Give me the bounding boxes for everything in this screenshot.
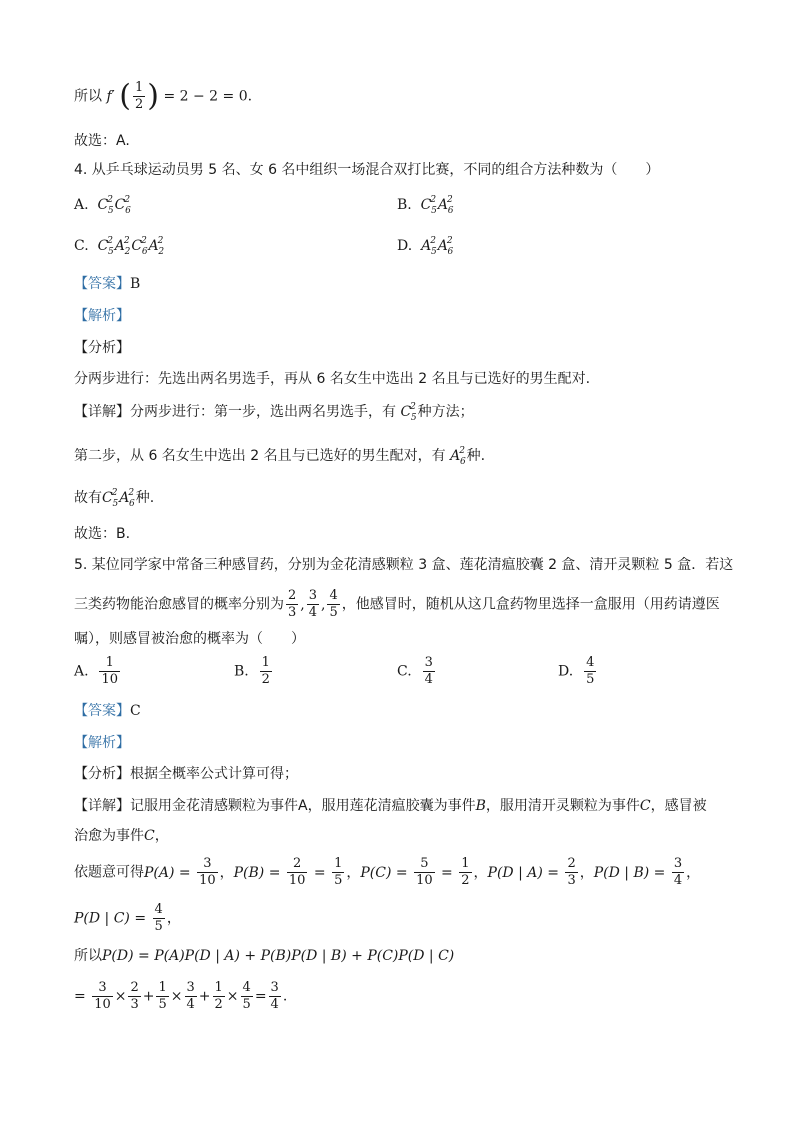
comb-term: $C^2_5$ — [97, 236, 114, 257]
calc-fraction: $\frac{1}{5}$ — [158, 980, 167, 1012]
prev-result-line: 所以 f′ ( $\frac{1}{2}$ ) = 2 − 2 = 0. — [74, 78, 253, 114]
q4-option-d: D. $A^2_5A^2_6$ — [397, 236, 454, 257]
calc-fraction: $\frac{2}{3}$ — [130, 980, 139, 1012]
operator: × — [226, 988, 239, 1005]
given-fraction: $\frac{2}{3}$ — [567, 856, 576, 888]
q4-xiangjie-2: 第二步，从 6 名女生中选出 2 名且与已选好的男生配对，有 $A^2_6$种. — [74, 446, 486, 467]
q5-answer: 【答案】C — [74, 703, 141, 719]
operator: + — [142, 988, 155, 1005]
q4-jiexi: 【解析】 — [74, 308, 130, 324]
q5-option-b: B. $\frac{1}{2}$ — [234, 655, 270, 687]
comb-term: $C^2_5$ — [97, 195, 114, 216]
calc-fraction: $\frac{3}{4}$ — [270, 980, 279, 1012]
operator: + — [198, 988, 211, 1005]
q5-line1: 5. 某位同学家中常备三种感冒药，分别为金花清感颗粒 3 盒、莲花清瘟胶囊 2 盒、清开灵颗粒 5 盒．若这 — [74, 557, 734, 573]
prev-prefix: 所以 — [74, 88, 102, 105]
q5-xiangjie-2: 治愈为事件C， — [74, 828, 169, 844]
probability-fraction: $\frac{4}{5}$ — [329, 588, 338, 620]
comb-term: $C^2_6$ — [131, 236, 148, 257]
q5-option-d: D. $\frac{4}{5}$ — [558, 655, 595, 687]
given-fraction: $\frac{3}{4}$ — [673, 856, 683, 888]
q4-answer: 【答案】B — [74, 276, 141, 292]
q5-given: 依题意可得P(A) = $\frac{3}{10}$ ，P(B) = $\frac{2}{10}$ = $\frac{1}{5}$ ，P(C) = $\frac{5}{10}$ = $\frac{1}{2}$ ，P(D | A) = $\frac{2}{3}$ ，P(D | B) = $\frac{3}{4}$ ， — [74, 856, 701, 888]
calc-fraction: $\frac{1}{2}$ — [214, 980, 223, 1012]
comb-term: $C^2_5$ — [420, 195, 437, 216]
comb-term: $C^2_6$ — [114, 195, 131, 216]
given-fraction: $\frac{1}{5}$ — [334, 856, 343, 888]
calc-fraction: $\frac{3}{10}$ — [94, 980, 111, 1012]
given-fraction: $\frac{1}{2}$ — [461, 856, 470, 888]
prev-rest: = 2 − 2 = 0 — [163, 88, 248, 105]
q4-select: 故选：B. — [74, 526, 131, 542]
comb-term: $A^2_6$ — [437, 195, 454, 216]
q4-fenxi-text: 分两步进行：先选出两名男选手，再从 6 名女生中选出 2 名且与已选好的男生配对. — [74, 371, 591, 387]
q5-given-last: P(D | C) = $\frac{4}{5}$ ， — [74, 902, 181, 934]
given-fraction: $\frac{2}{10}$ — [288, 856, 306, 888]
q5-total: 所以P(D) = P(A)P(D | A) + P(B)P(D | B) + P(C)P(D | C) — [74, 948, 455, 964]
probability-fraction: $\frac{3}{4}$ — [308, 588, 318, 620]
q5-xiangjie-1: 【详解】记服用金花清感颗粒为事件A，服用莲花清瘟胶囊为事件B，服用清开灵颗粒为事件C，感冒被 — [74, 798, 707, 814]
probability-fraction: $\frac{2}{3}$ — [288, 588, 297, 620]
prev-answer: 故选：A. — [74, 133, 130, 149]
given-lhs: P(C) = — [360, 864, 413, 881]
calc-fraction: $\frac{3}{4}$ — [186, 980, 195, 1012]
prev-fraction: $\frac{1}{2}$ — [135, 80, 144, 112]
given-lhs: P(A) = — [144, 864, 196, 881]
q5-probabilities: $\frac{2}{3}$ , $\frac{3}{4}$ , $\frac{4}{5}$ — [288, 588, 338, 620]
comb-term: $A^2_5$ — [421, 236, 437, 257]
q5-option-a: A. $\frac{1}{10}$ — [74, 655, 119, 687]
given-fraction: $\frac{5}{10}$ — [416, 856, 433, 888]
given-lhs: P(B) = — [233, 864, 285, 881]
q5-calc: = $\frac{3}{10}$ × $\frac{2}{3}$ + $\frac{1}{5}$ × $\frac{3}{4}$ + $\frac{1}{2}$ × $\frac{4}{5}$ = $\frac{3}{4}$ . — [74, 980, 288, 1012]
q5-line3: 嘱），则感冒被治愈的概率为（ ） — [74, 631, 305, 647]
q5-option-c: C. $\frac{3}{4}$ — [397, 655, 433, 687]
q5-fenxi: 【分析】根据全概率公式计算可得； — [74, 766, 298, 782]
q4-option-b: B. $C^2_5A^2_6$ — [397, 195, 454, 216]
prev-prime: ′ — [111, 88, 115, 105]
given-lhs: P(D | B) = — [593, 864, 670, 881]
operator: = — [254, 988, 267, 1005]
prev-f: f — [106, 88, 112, 105]
q4-option-c: C. $C^2_5A^2_2C^2_6A^2_2$ — [74, 236, 165, 257]
q4-option-a: A. $C^2_5C^2_6$ — [74, 195, 131, 216]
comb-term: $A^2_2$ — [114, 236, 131, 257]
given-fraction: $\frac{3}{10}$ — [199, 856, 216, 888]
q4-fenxi-tag: 【分析】 — [74, 340, 130, 356]
comb-term: $A^2_6$ — [437, 236, 454, 257]
q5-line2: 三类药物能治愈感冒的概率分别为 $\frac{2}{3}$ , $\frac{3}{4}$ , $\frac{4}{5}$ ，他感冒时，随机从这几盒药物里选择一盒服用（用药请遵医 — [74, 588, 720, 620]
q4-conclude: 故有$C^2_5A^2_6$种. — [74, 488, 155, 509]
q4-stem: 4. 从乒乓球运动员男 5 名、女 6 名中组织一场混合双打比赛，不同的组合方法种数为（ ） — [74, 162, 660, 178]
operator: × — [114, 988, 127, 1005]
operator: × — [170, 988, 183, 1005]
q5-jiexi: 【解析】 — [74, 735, 130, 751]
q4-xiangjie-1: 【详解】分两步进行：第一步，选出两名男选手，有 $C^2_5$种方法； — [74, 402, 474, 423]
given-lhs: P(D | A) = — [487, 864, 564, 881]
comb-term: $A^2_2$ — [148, 236, 165, 257]
calc-fraction: $\frac{4}{5}$ — [242, 980, 251, 1012]
